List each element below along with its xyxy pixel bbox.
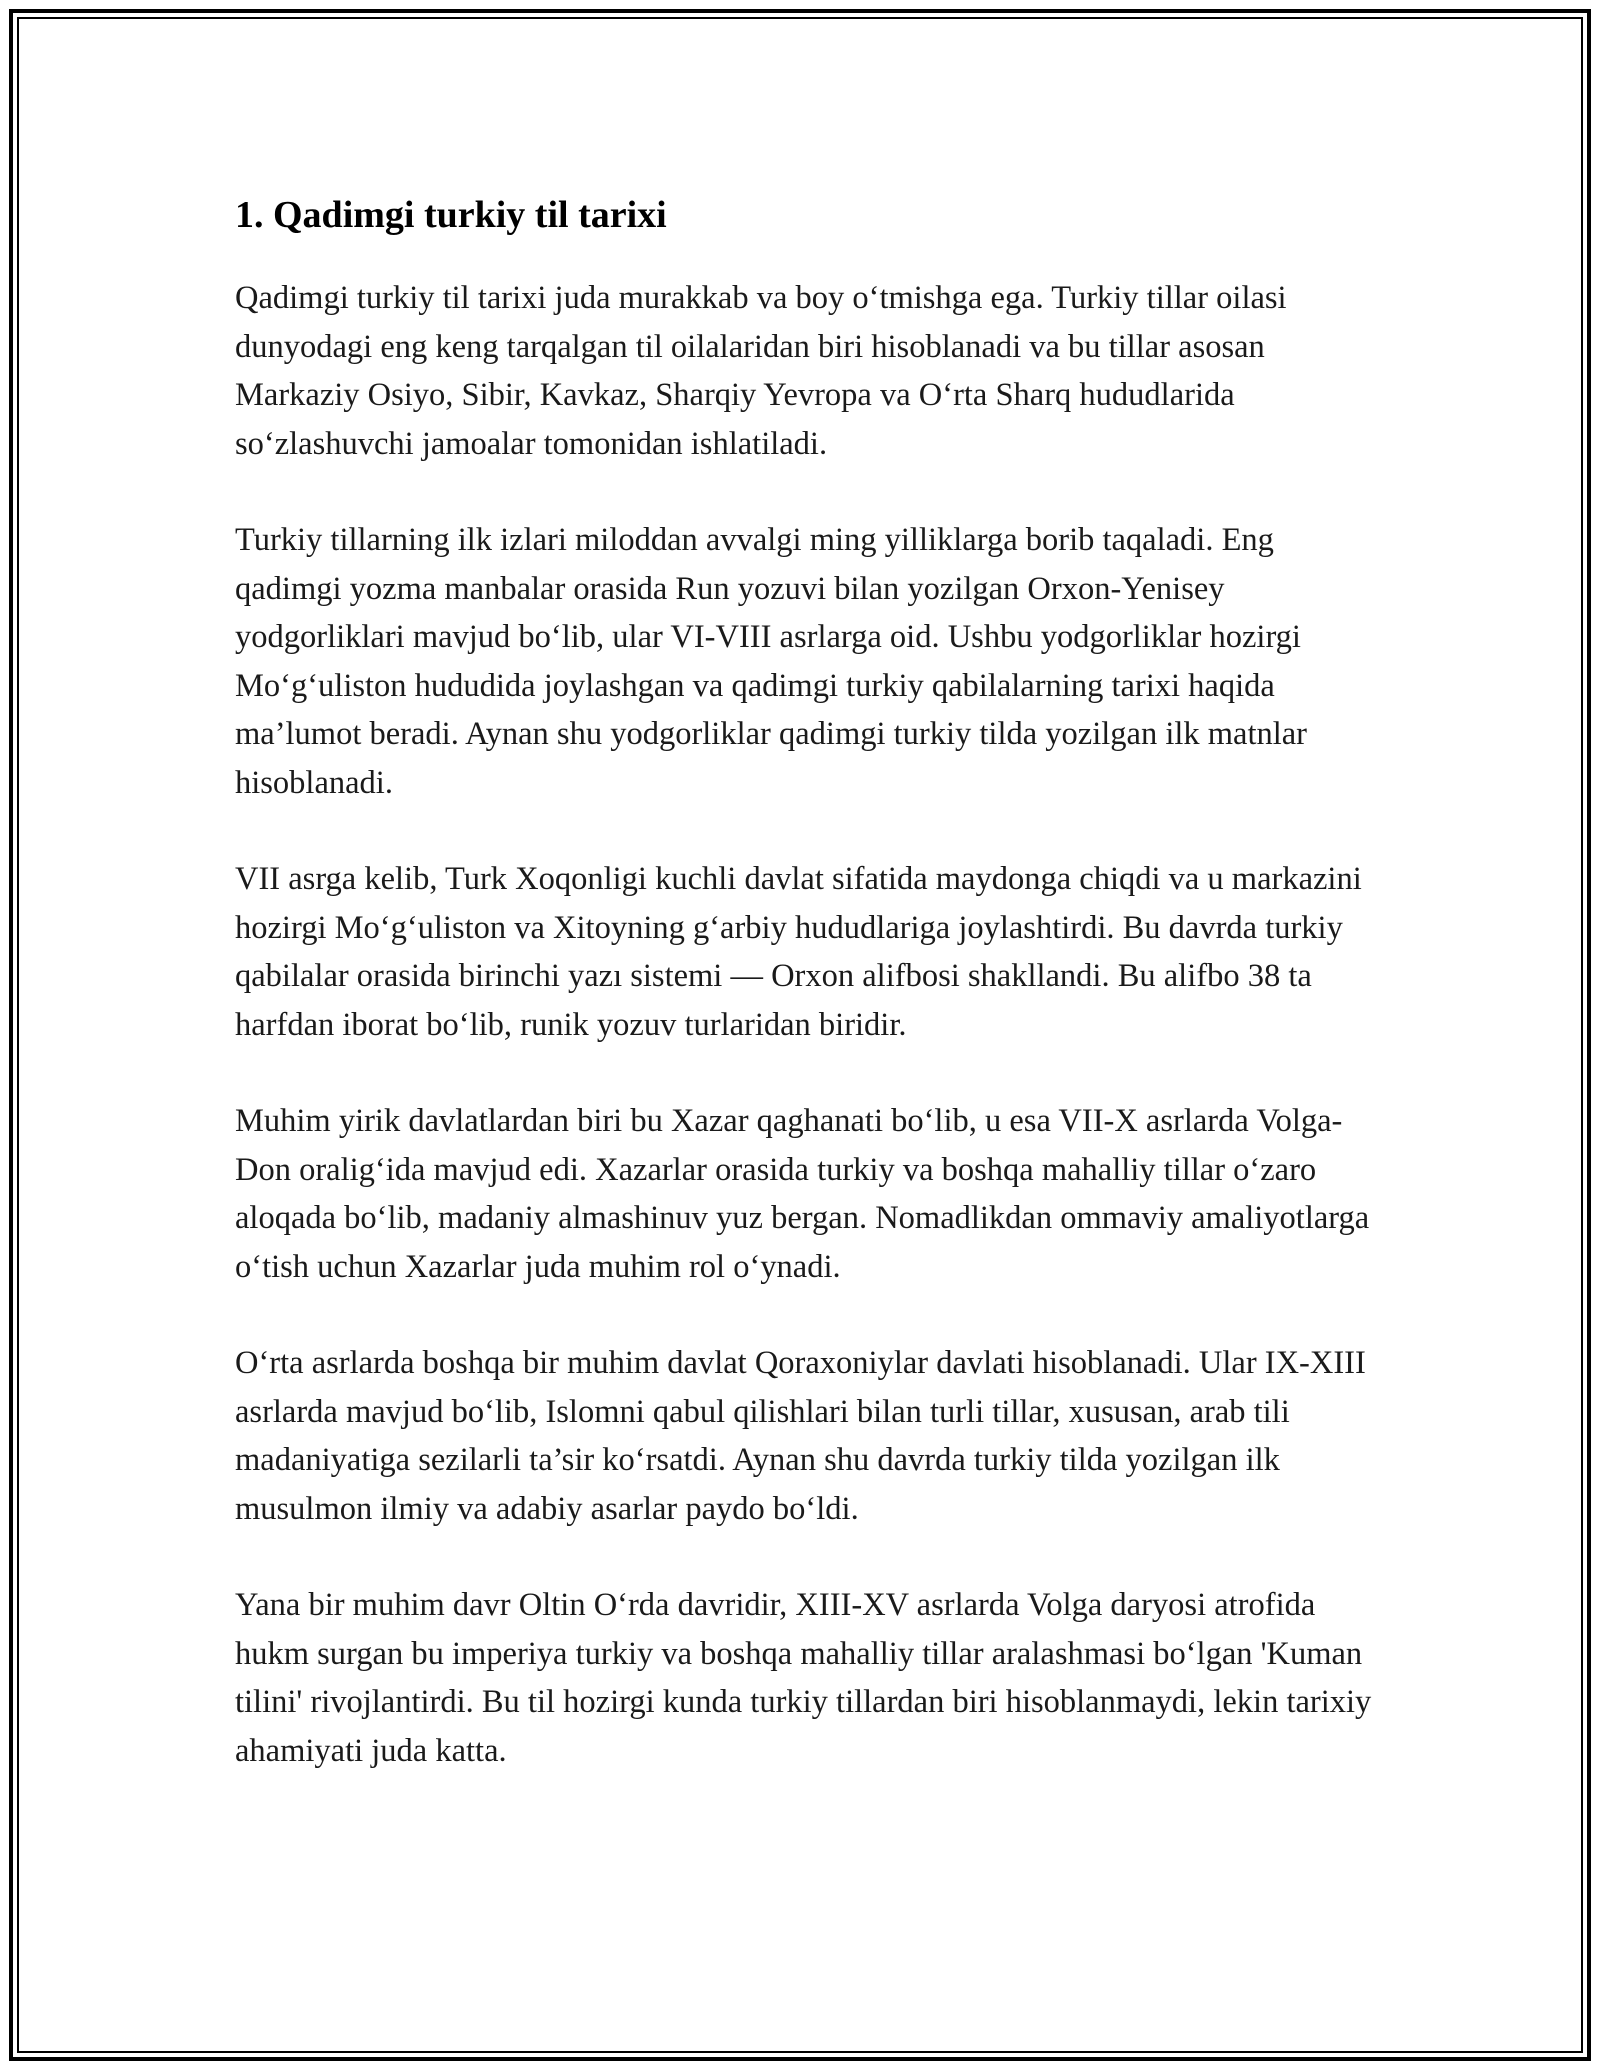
paragraph-turk-khaganate: VII asrga kelib, Turk Xoqonligi kuchli davlat sifatida maydonga chiqdi va u markazini hozirgi Mo‘g‘uliston va Xitoyning g‘arbiy hududlariga joylashtirdi. Bu davrda turkiy qabilalar orasida birinchi yazı sistemi — Orxon alifbosi shakllandi. Bu alifbo 38 ta harfdan iborat bo‘lib, runik yozuv turlaridan biridir.	[235, 861, 1362, 1043]
section-heading: 1. Qadimgi turkiy til tarixi	[235, 194, 667, 236]
paragraph-karakhanids: O‘rta asrlarda boshqa bir muhim davlat Qoraxoniylar davlati hisoblanadi. Ular IX-XIII asrlarda mavjud bo‘lib, Islomni qabul qilishlari bilan turli tillar, xususan, arab tili madaniyatiga sezilarli ta’sir ko‘rsatdi. Aynan shu davrda turkiy tilda yozilgan ilk musulmon ilmiy va adabiy asarlar paydo bo‘ldi.	[235, 1345, 1366, 1527]
document-body	[235, 188, 1375, 1823]
paragraph-intro: Qadimgi turkiy til tarixi juda murakkab va boy o‘tmishga ega. Turkiy tillar oilasi dunyodagi eng keng tarqalgan til oilalaridan biri hisoblanadi va bu tillar asosan Markaziy Osiyo, Sibir, Kavkaz, Sharqiy Yevropa va O‘rta Sharq hududlarida so‘zlashuvchi jamoalar tomonidan ishlatiladi.	[235, 280, 1287, 462]
paragraph-khazar-khaganate: Muhim yirik davlatlardan biri bu Xazar qaghanati bo‘lib, u esa VII-X asrlarda Volga-Don oralig‘ida mavjud edi. Xazarlar orasida turkiy va boshqa mahalliy tillar o‘zaro aloqada bo‘lib, madaniy almashinuv yuz bergan. Nomadlikdan ommaviy amaliyotlarga o‘tish uchun Xazarlar juda muhim rol o‘ynadi.	[235, 1103, 1370, 1285]
paragraph-golden-horde: Yana bir muhim davr Oltin O‘rda davridir, XIII-XV asrlarda Volga daryosi atrofida hukm surgan bu imperiya turkiy va boshqa mahalliy tillar aralashmasi bo‘lgan 'Kuman tilini' rivojlantirdi. Bu til hozirgi kunda turkiy tillardan biri hisoblanmaydi, lekin tarixiy ahamiyati juda katta.	[235, 1587, 1372, 1769]
paragraph-orkhon-yenisei: Turkiy tillarning ilk izlari miloddan avvalgi ming yilliklarga borib taqaladi. Eng qadimgi yozma manbalar orasida Run yozuvi bilan yozilgan Orxon-Yenisey yodgorliklari mavjud bo‘lib, ular VI-VIII asrlarga oid. Ushbu yodgorliklar hozirgi Mo‘g‘uliston hududida joylashgan va qadimgi turkiy qabilalarning tarixi haqida ma’lumot beradi. Aynan shu yodgorliklar qadimgi turkiy tilda yozilgan ilk matnlar hisoblanadi.	[235, 522, 1308, 801]
